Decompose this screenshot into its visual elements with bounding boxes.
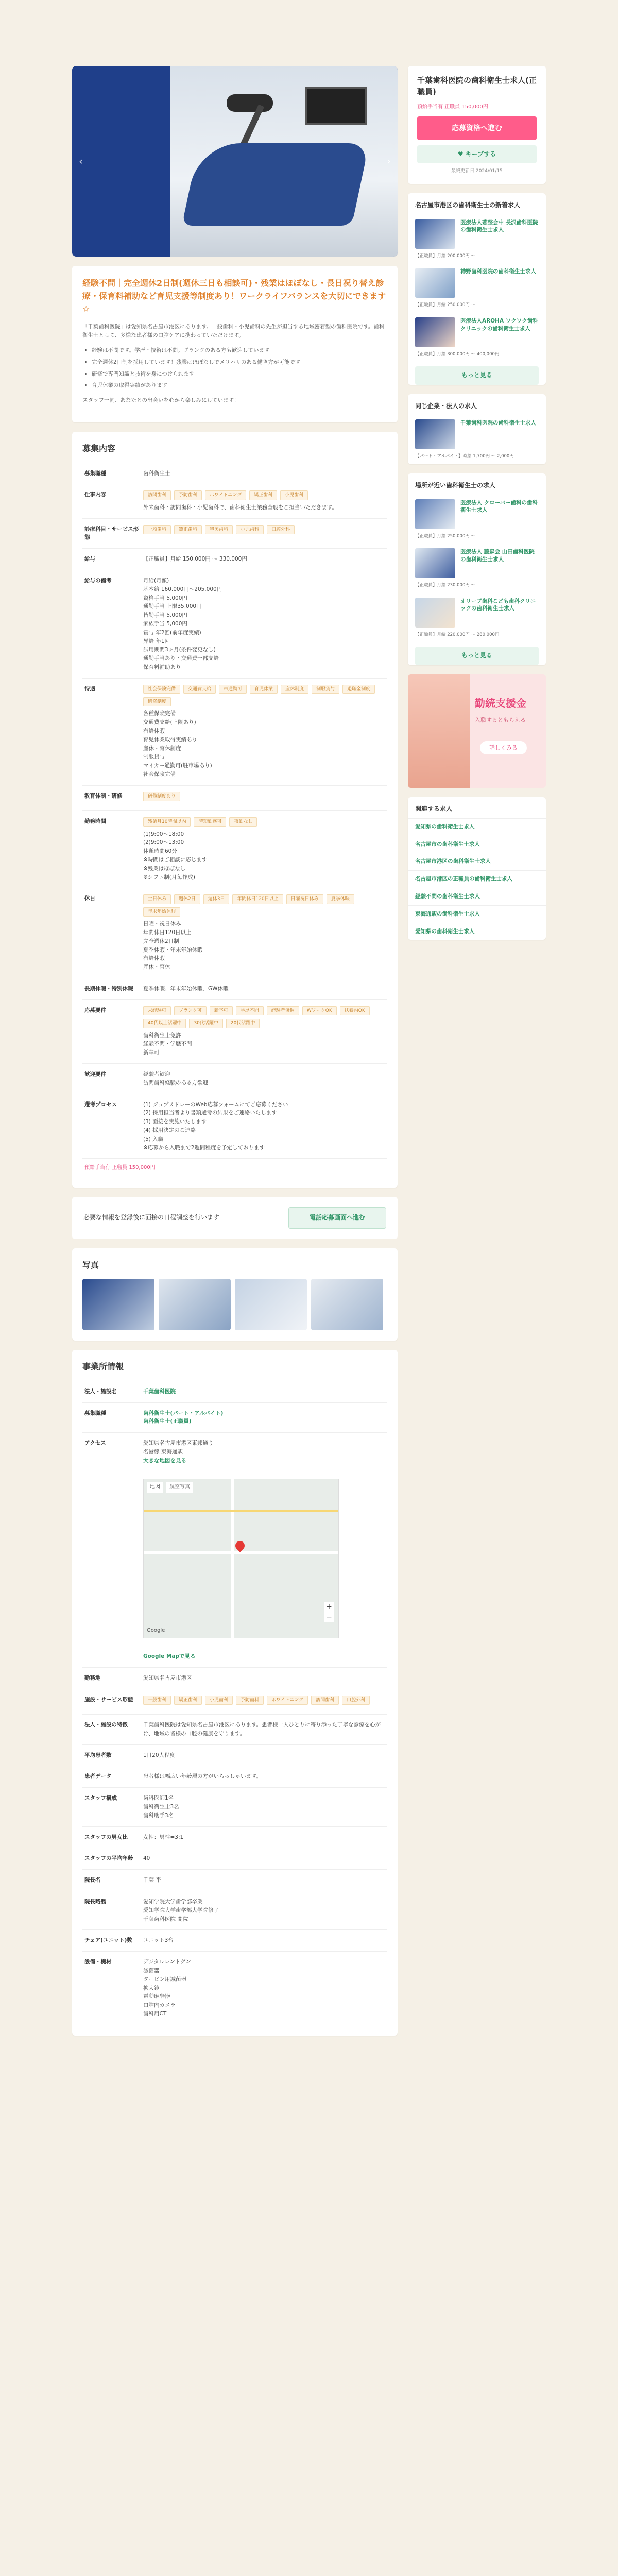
job-card-salary: 【パート・アルバイト】時給 1,700円 〜 2,000円: [415, 453, 514, 459]
row-label: 診療科目・サービス形態: [84, 526, 139, 541]
sidebar-heading: 場所が近い歯科衛生士の求人: [415, 482, 496, 489]
banner-title: 勤続支援金: [475, 697, 526, 709]
carousel-next-icon[interactable]: ›: [387, 156, 391, 167]
phone-apply-text: 必要な情報を登録後に面接の日程調整を行います: [83, 1214, 220, 1222]
salary-badge: 預給手当有 正職員 150,000円: [417, 104, 488, 110]
feature-tag: ホワイトニング: [267, 1696, 308, 1705]
row-label: 施設・サービス形態: [84, 1696, 133, 1703]
office-row: [82, 1381, 387, 1403]
row-label: スタッフの男女比: [84, 1834, 128, 1840]
office-row: [82, 1745, 387, 1767]
office-row: [82, 1766, 387, 1788]
keep-label: キープする: [465, 150, 496, 158]
banner-button[interactable]: 詳しくみる: [480, 741, 527, 755]
photo-thumb[interactable]: [311, 1279, 383, 1330]
section-title: 募集内容: [82, 442, 387, 461]
map-large-link[interactable]: 大きな地図を見る: [143, 1457, 186, 1464]
feature-tag: 土日休み: [143, 894, 171, 904]
feature-tag: 交通費支給: [183, 685, 216, 694]
feature-tag: 扶養内OK: [340, 1006, 370, 1015]
row-label: 応募要件: [84, 1007, 106, 1013]
row-value: (1) ジョブメドレーのWeb応募フォームにてご応募ください (2) 採用担当者より書類選考の結果をご連絡いたします (3) 面接を実施いたします (4) 採用決定のご連絡 (5) 入職 ※応募から入職まで2週間程度を予定しております: [143, 1101, 288, 1151]
job-card-salary: 【正職員】月給 250,000円 〜: [415, 533, 476, 539]
lead-bullets: [82, 346, 387, 390]
photo-thumb[interactable]: [159, 1279, 231, 1330]
job-thumb: [415, 219, 455, 249]
feature-tag: 時短勤務可: [194, 817, 226, 826]
job-card-salary: 【正職員】月給 220,000円 〜 280,000円: [415, 632, 500, 637]
recruit-row: [82, 1094, 387, 1159]
feature-tag: 訪問歯科: [311, 1696, 339, 1705]
recruit-row: [82, 549, 387, 570]
row-value: 月給(月額) 基本給 160,000円〜205,000円 資格手当 5,000円 通勤手当 上限35,000円 皆勤手当 5,000円 家族手当 5,000円 賞与 年2回(前年度実績) 昇給 年1回 試用期間3ヶ月(条件変更なし) 通勤手当あり・交通費一部支給 保育料補助あり: [143, 577, 222, 670]
feature-tag: 退職金制度: [342, 685, 375, 694]
feature-tag: 小児歯科: [280, 490, 308, 500]
recruit-row: [82, 679, 387, 786]
row-label: 給与の備考: [84, 577, 112, 584]
support-banner[interactable]: [408, 674, 546, 788]
recruit-row: [82, 1000, 387, 1064]
lead-headline: 経験不問｜完全週休2日制(週休三日も相談可)・残業はほぼなし・長日祝り替え診療・保育料補助など育児支援等制度あり！ワークライフバランスを大切にできます☆: [82, 278, 386, 314]
last-updated: 最終更新日 2024/01/15: [451, 168, 503, 174]
phone-apply-bar: [72, 1197, 398, 1239]
row-label: 勤務地: [84, 1674, 101, 1681]
map-attribution: Google: [147, 1628, 165, 1634]
job-thumb: [415, 499, 455, 529]
feature-tag: 産休制度: [281, 685, 308, 694]
recruit-row: [82, 484, 387, 518]
feature-tag: 学歴不問: [236, 1006, 264, 1015]
job-card-title[interactable]: 千葉歯科医院の歯科衛生士求人: [460, 419, 536, 426]
map-embed[interactable]: [143, 1479, 339, 1638]
office-row: [82, 1689, 387, 1715]
feature-tag: 新卒可: [210, 1006, 233, 1015]
row-value: 外来歯科・訪問歯科・小児歯科で、歯科衛生士業務全般をご担当いただきます。: [143, 504, 337, 511]
row-label: 選考プロセス: [84, 1101, 117, 1108]
new-jobs-card: [408, 193, 546, 384]
feature-tag: 小児歯科: [236, 525, 264, 534]
feature-tag: 週休3日: [203, 894, 230, 904]
sidebar-heading: 関連する求人: [415, 805, 453, 812]
office-row: [82, 1952, 387, 2025]
feature-tag: 40代以上活躍中: [143, 1019, 186, 1028]
banner-person: [408, 674, 470, 788]
zoom-controls-icon[interactable]: + −: [324, 1602, 334, 1622]
office-row: [82, 1827, 387, 1849]
related-link[interactable]: 名古屋市港区の正職員の歯科衛生士求人: [408, 870, 546, 888]
feature-tag: 矯正歯科: [174, 525, 202, 534]
feature-tag: 30代活躍中: [189, 1019, 222, 1028]
satellite-tab[interactable]: 航空写真: [166, 1482, 193, 1493]
feature-tag: 社会保険完備: [143, 685, 180, 694]
row-label: 法人・施設の特徴: [84, 1722, 128, 1728]
banner-subtitle: 入職するともらえる: [475, 716, 526, 723]
office-row: [82, 1891, 387, 1930]
heart-icon: ♥: [457, 150, 466, 158]
section-title: 事業所情報: [82, 1360, 387, 1379]
feature-tag: 口腔外科: [267, 525, 295, 534]
photo-thumb[interactable]: [235, 1279, 307, 1330]
job-card-title[interactable]: 医療法人蒼整会中 長沢歯科医院の歯科衛生士求人: [460, 219, 538, 233]
office-row: [82, 1870, 387, 1891]
row-value: 40: [143, 1855, 150, 1862]
job-title: 千葉歯科医院の歯科衛生士求人(正職員): [417, 76, 537, 96]
row-label: 設備・機材: [84, 1959, 112, 1965]
row-label: 院長名: [84, 1877, 101, 1884]
feature-tag: 予防歯科: [174, 490, 202, 500]
recruit-section: [72, 432, 398, 1188]
job-summary-card: [408, 66, 546, 184]
sidebar-heading: 同じ企業・法人の求人: [415, 402, 477, 410]
row-label: 長期休暇・特別休暇: [84, 985, 133, 992]
feature-tag: 夜勤なし: [229, 817, 257, 826]
feature-tag: 車通勤可: [219, 685, 247, 694]
row-label: 法人・施設名: [84, 1388, 117, 1395]
feature-tag: 経験者優遇: [267, 1006, 299, 1015]
job-card-title[interactable]: 神野歯科医院の歯科衛生士求人: [460, 268, 536, 275]
phone-apply-button[interactable]: 電話応募画面へ進む: [288, 1207, 386, 1228]
office-row: [82, 1788, 387, 1826]
row-value: 患者様は幅広い年齢層の方がいらっしゃいます。: [143, 1773, 262, 1780]
recruit-row: [82, 786, 387, 811]
salary-badge: 預給手当有 正職員 150,000円: [84, 1165, 156, 1171]
row-value: 愛知県名古屋市港区: [143, 1674, 192, 1681]
job-card[interactable]: [408, 313, 546, 351]
feature-tag: ホワイトニング: [205, 490, 246, 500]
office-row: [82, 1403, 387, 1433]
row-value: 歯科医師1名 歯科衛生士3名 歯科助手3名: [143, 1795, 179, 1819]
more-button[interactable]: もっと見る: [415, 366, 539, 384]
feature-tag: 20代活躍中: [226, 1019, 260, 1028]
row-value: 千葉 平: [143, 1877, 161, 1884]
apply-button[interactable]: [417, 116, 537, 140]
feature-tag: 年末年始休暇: [143, 907, 180, 917]
row-label: 教育体制・研修: [84, 792, 123, 799]
lead-paragraph: 「千葉歯科医院」は愛知県名古屋市港区にあります。一般歯科・小児歯科の先生が担当する地域密着型の歯科医院です。歯科衛生士として、多様な患者様の口腔ケアに携わっていただけます。: [82, 324, 385, 339]
job-card[interactable]: [408, 215, 546, 253]
job-thumb: [415, 268, 455, 298]
feature-tag: WワークOK: [302, 1006, 337, 1015]
row-value: (1)9:00〜18:00 (2)9:00〜13:00 休憩時間60分 ※時間はご相談に応じます ※残業はほぼなし ※シフト制(月毎作成): [143, 831, 208, 880]
recruit-row: [82, 519, 387, 549]
same-company-card: [408, 394, 546, 465]
job-card[interactable]: [408, 415, 546, 453]
lead-bullet: • 経験は不問です。学歴・技術は不問。ブランクのある方も歓迎しています: [92, 346, 387, 355]
job-card-title[interactable]: 医療法人 藤森会 山田歯科医院の歯科衛生士求人: [460, 549, 535, 563]
feature-tag: 予防歯科: [236, 1696, 264, 1705]
job-card[interactable]: [408, 594, 546, 632]
office-link[interactable]: 歯科衛生士(パート・アルバイト) 歯科衛生士(正職員): [143, 1410, 224, 1425]
row-value: デジタルレントゲン 滅菌器 タービン用滅菌器 拡大鏡 電動麻酔器 口腔内カメラ 歯科用CT: [143, 1959, 191, 2017]
lead-bullet: • 研修で専門知識と技術を身につけられます: [92, 370, 387, 379]
section-title: 写真: [82, 1260, 99, 1270]
feature-tag: ブランク可: [174, 1006, 207, 1015]
feature-tag: 一般歯科: [143, 525, 171, 534]
office-row: [82, 1930, 387, 1952]
row-value: 愛知県名古屋市港区東邦通り 名港線 東海通駅: [143, 1440, 214, 1455]
feature-tag: 訪問歯科: [143, 490, 171, 500]
map-pin-icon: [233, 1539, 246, 1552]
job-card[interactable]: [408, 495, 546, 533]
recruit-row: [82, 1064, 387, 1094]
job-thumb: [415, 317, 455, 347]
feature-tag: 矯正歯科: [249, 490, 277, 500]
feature-tag: 週休2日: [174, 894, 200, 904]
job-card-title[interactable]: 医療法人 クローバー歯科の歯科衛生士求人: [460, 499, 538, 514]
keep-button[interactable]: [417, 145, 537, 163]
office-row: [82, 1668, 387, 1689]
feature-tag: 未経験可: [143, 1006, 171, 1015]
related-link[interactable]: 東海通駅の歯科衛生士求人: [408, 905, 546, 923]
office-row: [82, 1433, 387, 1668]
job-card[interactable]: [408, 544, 546, 582]
sidebar-heading: 名古屋市港区の歯科衛生士の新着求人: [415, 201, 521, 209]
row-value: 女性：男性=3:1: [143, 1834, 184, 1840]
carousel-prev-icon[interactable]: ‹: [79, 156, 83, 167]
row-label: 院長略歴: [84, 1899, 106, 1905]
row-value: ユニット3台: [143, 1937, 174, 1944]
feature-tag: 口腔外科: [342, 1696, 370, 1705]
feature-tag: 審美歯科: [205, 525, 233, 534]
photos-section: [72, 1248, 398, 1341]
row-label: 歓迎要件: [84, 1071, 106, 1077]
related-link[interactable]: 愛知県の歯科衛生士求人: [408, 818, 546, 836]
related-link[interactable]: 名古屋市の歯科衛生士求人: [408, 836, 546, 853]
feature-tag: 研修制度あり: [143, 792, 180, 801]
related-link[interactable]: 名古屋市港区の歯科衛生士求人: [408, 853, 546, 870]
row-value: 日曜・祝日休み 年間休日120日以上 完全週休2日制 夏季休暇・年末年始休暇 有給休暇 産休・育休: [143, 921, 203, 971]
job-card-title[interactable]: 医療法人AROHA ワクワク歯科クリニックの歯科衛生士求人: [460, 317, 538, 332]
feature-tag: 矯正歯科: [174, 1696, 202, 1705]
google-map-link[interactable]: Google Mapで見る: [143, 1653, 196, 1660]
office-row: [82, 1715, 387, 1745]
job-thumb: [415, 598, 455, 628]
lead-bullet: • 完全週休2日制を採用しています！残業はほぼなしでメリハリのある働き方が可能です: [92, 358, 387, 367]
photo-thumb[interactable]: [82, 1279, 154, 1330]
nearby-jobs-card: [408, 473, 546, 665]
feature-tag: 夏季休暇: [327, 894, 354, 904]
job-card[interactable]: [408, 264, 546, 302]
row-value: 【正職員】月給 150,000円 〜 330,000円: [143, 556, 247, 563]
feature-tag: 一般歯科: [143, 1696, 171, 1705]
row-label: 勤務時間: [84, 818, 106, 825]
row-label: 患者データ: [84, 1773, 112, 1780]
job-card-title[interactable]: オリーブ歯科こども歯科クリニックの歯科衛生士求人: [460, 598, 536, 612]
feature-tag: 制服貸与: [312, 685, 339, 694]
lead-closing: スタッフ一同、あなたとの出会いを心から楽しみにしています！: [82, 397, 239, 404]
job-thumb: [415, 548, 455, 578]
row-label: チェア(ユニット)数: [84, 1937, 132, 1944]
apply-label: 応募資格へ進む: [452, 124, 502, 132]
feature-tag: 小児歯科: [205, 1696, 233, 1705]
office-link[interactable]: 千葉歯科医院: [143, 1388, 176, 1395]
row-value: 夏季休暇、年末年始休暇、GW休暇: [143, 985, 229, 992]
row-label: 募集職種: [84, 1410, 106, 1416]
row-label: 休日: [84, 895, 95, 902]
recruit-row: [82, 570, 387, 679]
job-card-salary: 【正職員】月給 250,000円 〜: [415, 302, 476, 308]
row-label: アクセス: [84, 1440, 106, 1447]
job-card-salary: 【正職員】月給 230,000円 〜: [415, 583, 476, 588]
lead-bullet: • 育児休業の取得実績があります: [92, 381, 387, 390]
row-value: 千葉歯科医院は愛知県名古屋市港区にあります。患者様一人ひとりに寄り添った丁寧な診療を心がけ、地域の皆様の口腔の健康を守ります。: [143, 1722, 381, 1737]
map-tab[interactable]: 地図: [147, 1482, 163, 1493]
lead-card: [72, 266, 398, 422]
more-button[interactable]: もっと見る: [415, 647, 539, 665]
recruit-row: [82, 978, 387, 1000]
office-row: [82, 1848, 387, 1870]
row-value: 歯科衛生士免許 経験不問・学歴不問 新卒可: [143, 1032, 192, 1056]
row-value: 各種保険完備 交通費支給(上限あり) 有給休暇 育児休業取得実績あり 産休・育休制度 制服貸与 マイカー通勤可(駐車場あり) 社会保険完備: [143, 710, 212, 778]
related-link[interactable]: 愛知県の歯科衛生士求人: [408, 923, 546, 940]
feature-tag: 年間休日120日以上: [232, 894, 283, 904]
row-label: 平均患者数: [84, 1752, 112, 1758]
recruit-row: [82, 888, 387, 978]
recruit-row: [82, 811, 387, 888]
related-link[interactable]: 経験不問の歯科衛生士求人: [408, 888, 546, 905]
row-value: 1日20人程度: [143, 1752, 176, 1758]
feature-tag: 日曜祝日休み: [286, 894, 323, 904]
hero-photo: [72, 66, 398, 257]
recruit-row: [82, 463, 387, 485]
row-label: スタッフ構成: [84, 1795, 117, 1802]
row-label: 募集職種: [84, 470, 106, 477]
row-value: 経験者歓迎 訪問歯科経験のある方歓迎: [143, 1071, 208, 1086]
row-label: 給与: [84, 556, 95, 563]
office-section: [72, 1350, 398, 2036]
row-label: 仕事内容: [84, 492, 106, 498]
related-jobs-card: [408, 797, 546, 940]
row-label: 待遇: [84, 685, 95, 692]
job-thumb: [415, 419, 455, 449]
job-card-salary: 【正職員】月給 200,000円 〜: [415, 253, 476, 259]
row-label: スタッフの平均年齢: [84, 1855, 133, 1862]
feature-tag: 育児休業: [250, 685, 278, 694]
feature-tag: 研修制度: [143, 697, 171, 706]
row-value: 歯科衛生士: [143, 470, 170, 477]
feature-tag: 残業月10時間以内: [143, 817, 191, 826]
job-card-salary: 【正職員】月給 300,000円 〜 400,000円: [415, 351, 500, 357]
row-value: 愛知学院大学歯学部卒業 愛知学院大学歯学部大学院修了 千葉歯科医院 開院: [143, 1899, 219, 1922]
